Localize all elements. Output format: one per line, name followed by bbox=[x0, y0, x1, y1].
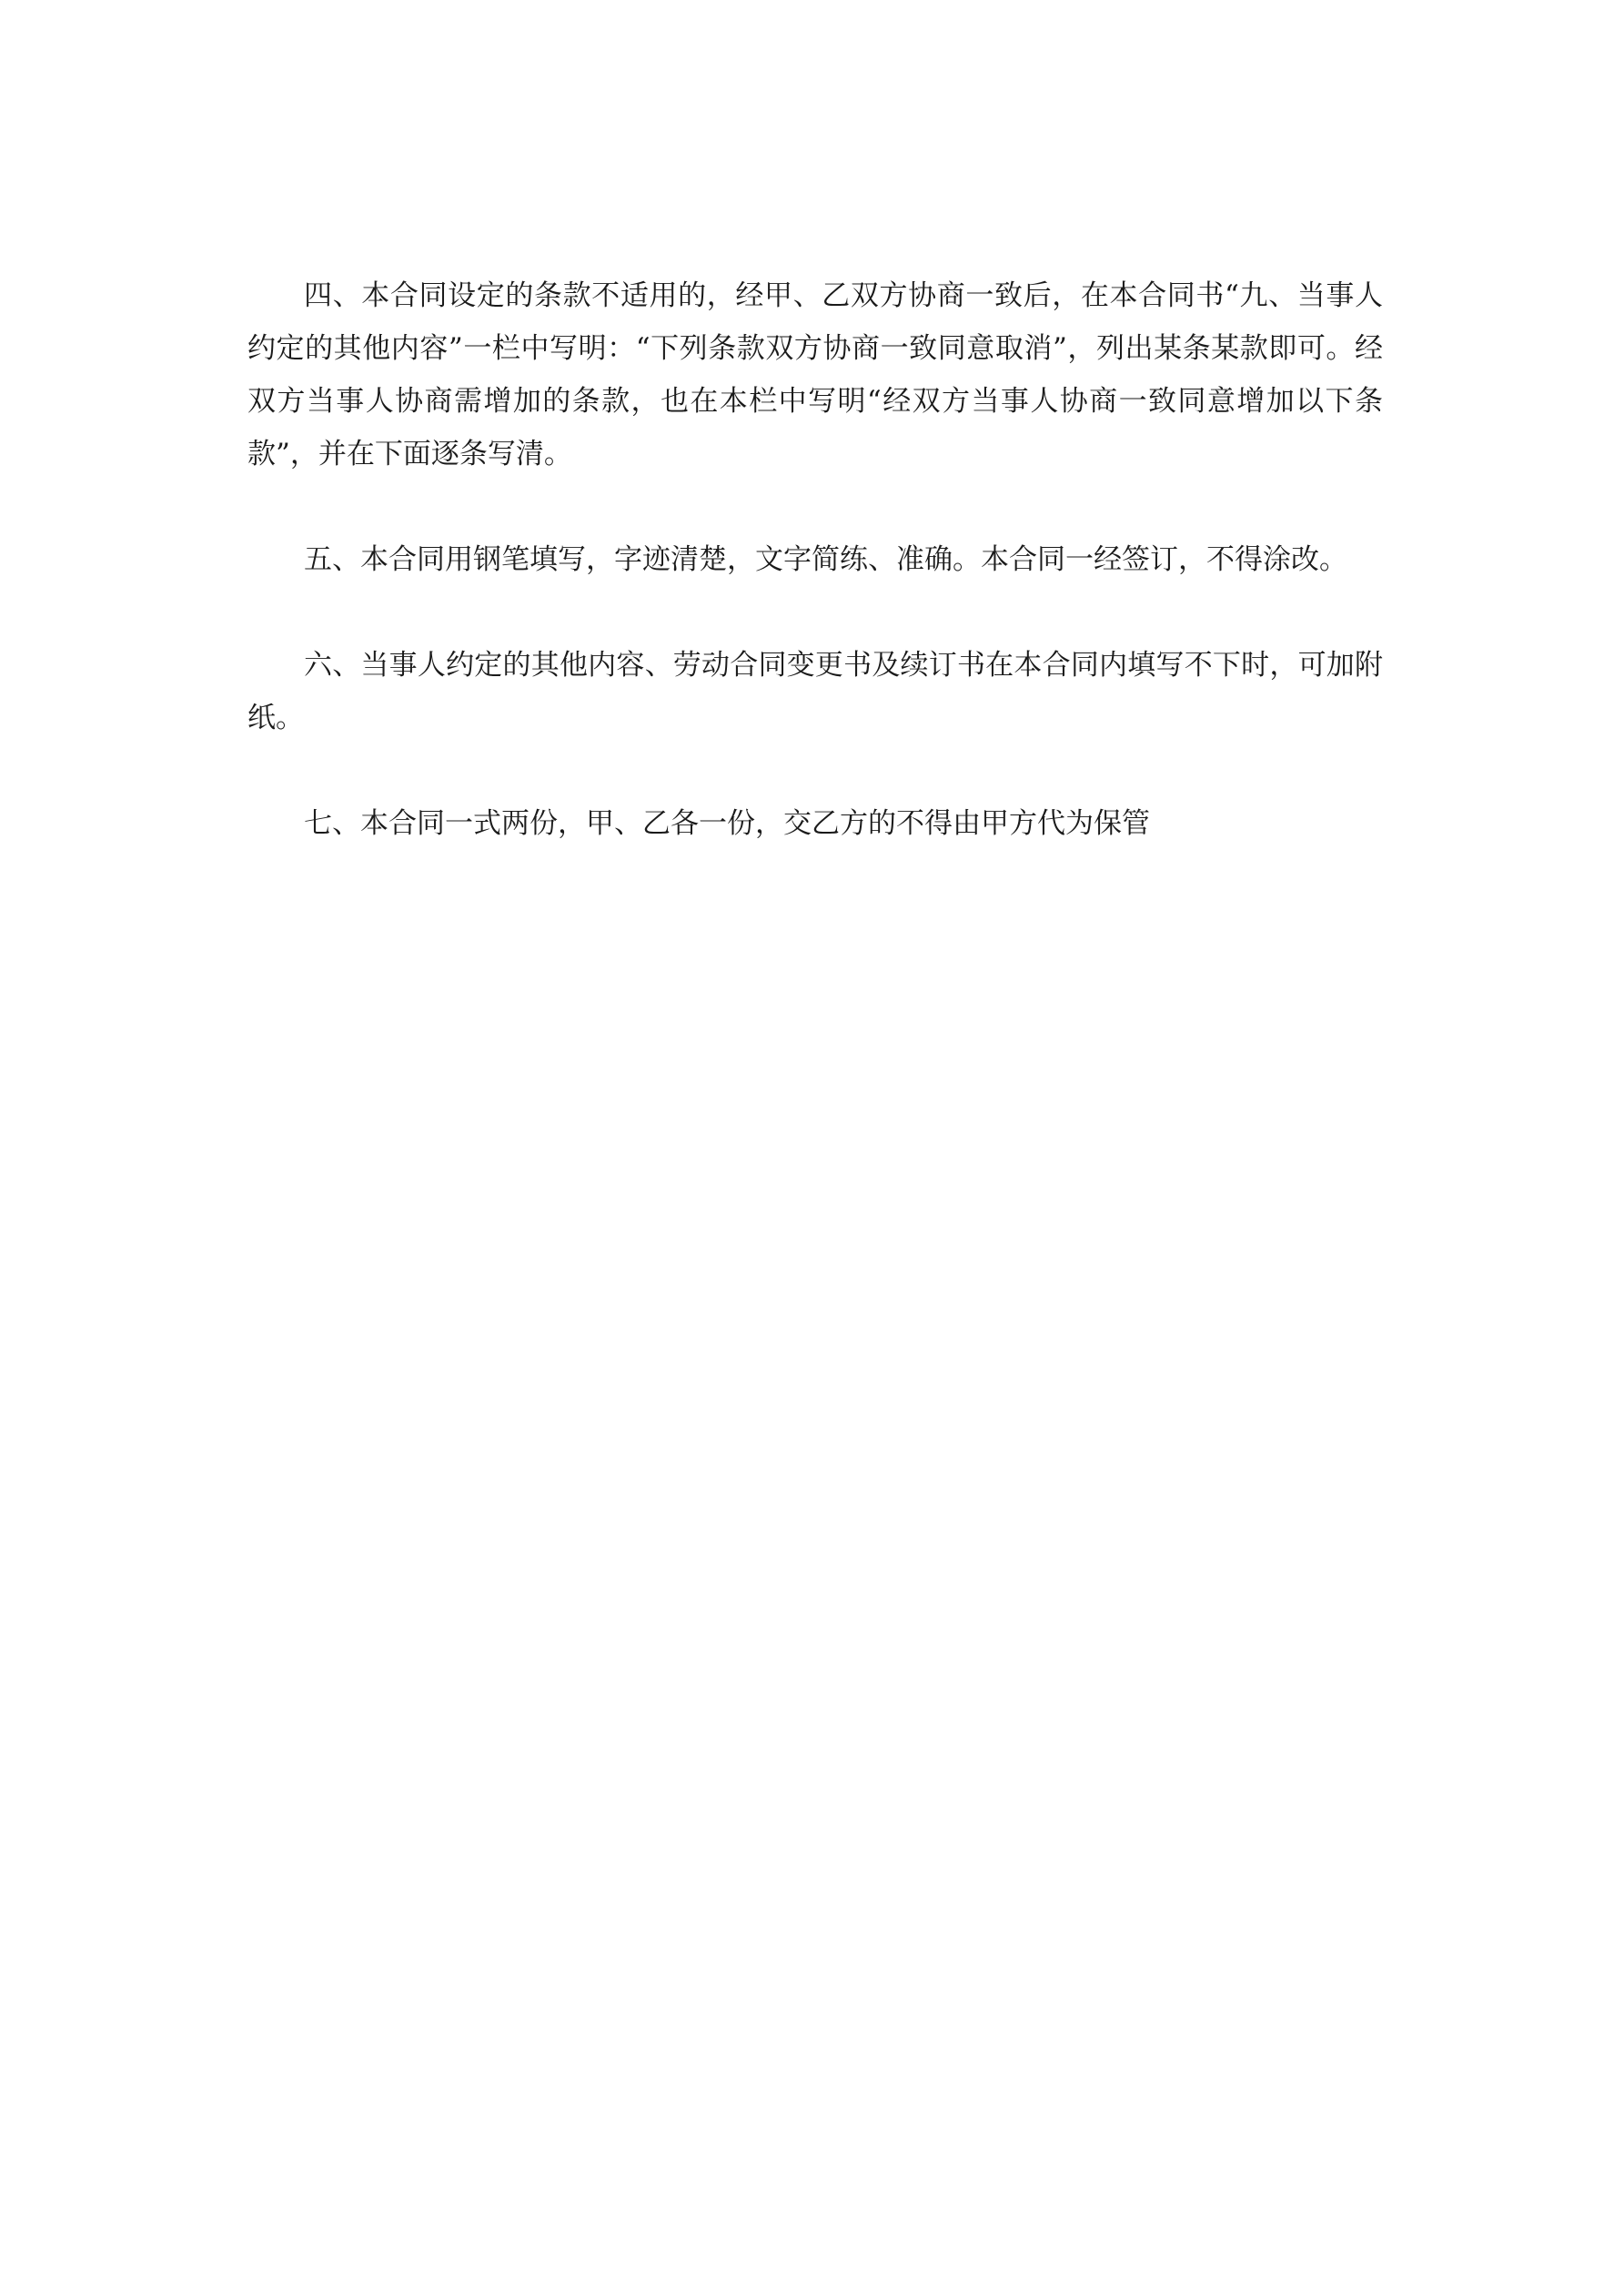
paragraph-5: 五、本合同用钢笔填写，字迹清楚，文字简练、准确。本合同一经签订，不得涂改。 bbox=[304, 543, 1347, 576]
document-body bbox=[247, 269, 1383, 850]
paragraph-4: 四、本合同设定的条款不适用的，经甲、乙双方协商一致后，在本合同书“九、当事人约定的其他内容”一栏中写明：“下列条款双方协商一致同意取消”，列出某条某款即可。经双方当事人协商需增加的条款，也在本栏中写明“经双方当事人协商一致同意增加以下条款”，并在下面逐条写清。 bbox=[247, 279, 1383, 470]
paragraph-7: 七、本合同一式两份，甲、乙各一份，交乙方的不得由甲方代为保管 bbox=[304, 807, 1150, 840]
paragraph-6: 六、当事人约定的其他内容、劳动合同变更书及续订书在本合同内填写不下时，可加附纸。 bbox=[247, 649, 1383, 734]
